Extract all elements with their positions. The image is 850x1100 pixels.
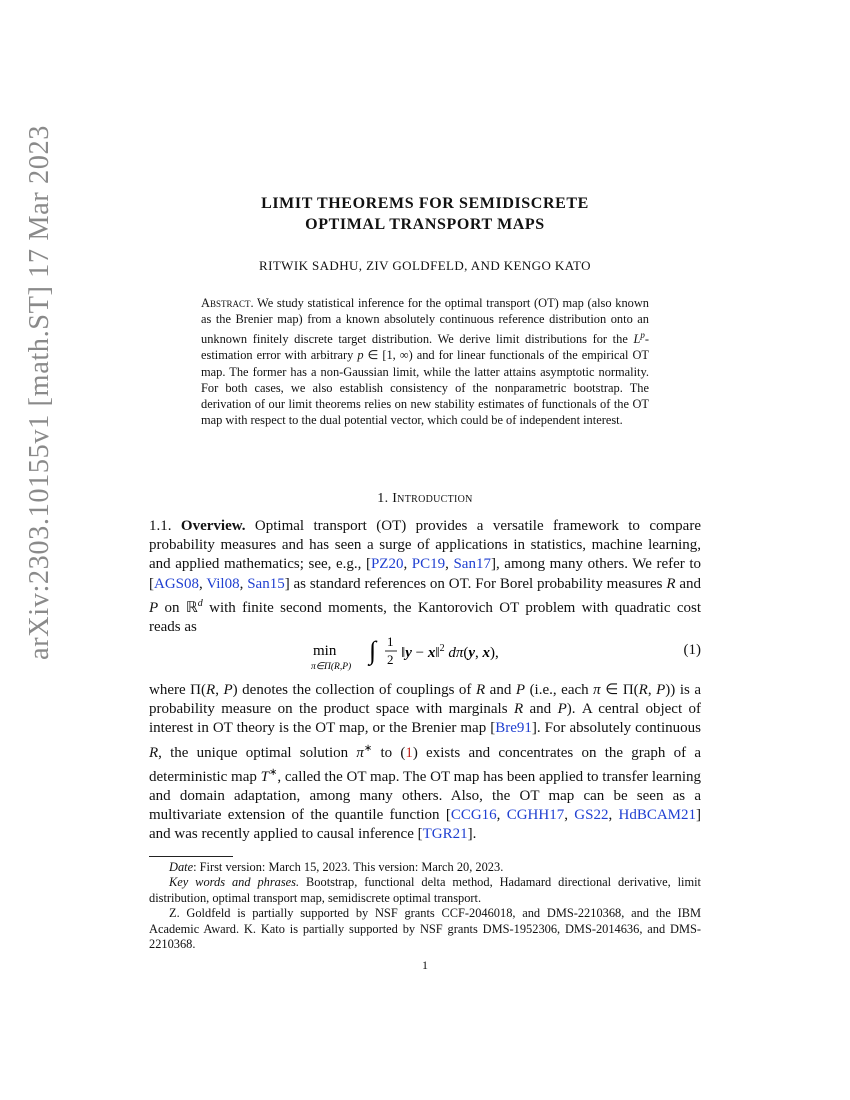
date-text: : First version: March 15, 2023. This version: March 20, 2023.: [193, 860, 504, 874]
abstract-text-3: and for linear functionals of the empirical OT map. The former has a non-Gaussian limit, while the latter attains asymptotic normality. For both cases, we also establish consistency of the nonparametric bootstrap. The derivation of our limit theorems relies on new stability estimates of functionals of the OT map with respect to the dual potential vector, which could be of independent interest.: [201, 348, 650, 427]
abstract-text-1: We study statistical inference for the optimal transport (OT) map (also known as the Brenier map) from a known absolutely continuous reference distribution onto an unknown finitely discrete target distribution. We derive limit distributions for the: [201, 296, 649, 347]
keywords-text: Bootstrap, functional delta method, Hadamard directional derivative, limit distribution, optimal transport map, semidiscrete optimal transport.: [149, 875, 701, 905]
subsection-number: 1.1.: [149, 518, 172, 534]
footnote-keywords: [149, 875, 701, 906]
page-number: 1: [422, 958, 428, 972]
para1-text-1: Optimal transport (OT) provides a versatile framework to compare probability measures and has seen a surge of applications in statistics, machine learning, and applied mathematics; see, e.g., [: [149, 518, 701, 573]
para2-text-9: ) exists and concentrates on the graph of a deterministic map: [149, 744, 701, 785]
date-label: Date: [169, 860, 194, 874]
authors: RITWIK SADHU, ZIV GOLDFELD, AND KENGO KATO: [259, 258, 591, 273]
abstract-text-2: -estimation error with arbitrary: [201, 332, 650, 363]
subsection-title: Overview.: [180, 518, 246, 534]
para2-text-3: (i.e., each: [529, 682, 589, 698]
para1-text-4: on: [164, 599, 180, 616]
equation-1: [149, 628, 701, 676]
citation-pz20[interactable]: PZ20: [370, 556, 404, 573]
footnote-funding: Z. Goldfeld is partially supported by NSF grants CCF-2046018, and DMS-2210368, and the IBM Academic Award. K. Kato is partially supported by NSF grants DMS-1952306, DMS-2014636, and DMS-2210368.: [149, 906, 701, 952]
svg-text:π∈Π(R,P): π∈Π(R,P): [311, 662, 352, 672]
para1-text-2: ], among many others. We refer to [: [149, 556, 702, 592]
para1-text-5: with finite second moments, the Kantorovich OT problem with quadratic cost reads as: [149, 599, 702, 636]
para2-text-2: denotes the collection of couplings of: [242, 682, 472, 698]
citation-ags08[interactable]: AGS08: [154, 575, 200, 592]
svg-text:‖y − x‖2 dπ(y, x),: ‖y − x‖$^2$ dπ(y, x),: [401, 643, 499, 661]
citation-gs22[interactable]: GS22: [574, 807, 609, 824]
citation-san17[interactable]: San17: [453, 556, 491, 573]
brenier-paragraph: where Π(R, P) denotes the collection of couplings of R and P (i.e., each π ∈ Π(R, P)) is a probability measure on the product space with marginals R and P). A central object of interest in OT theory is the OT map, or the Brenier map [Bre91]. For absolutely continuous R, the unique optimal solution π∗ to (1) exists and concentrates on the graph of a deterministic map T∗, called the OT map. The OT map has been applied to transfer learning and domain adaptation, among many others. Also, the OT map can be seen as a multivariate extension of the quantile function [CCG16, CGHH17, GS22, HdBCAM21] and was recently applied to causal inference [TGR21].: [149, 682, 702, 843]
svg-text:2: 2: [387, 652, 394, 667]
citation-bre91[interactable]: Bre91: [495, 720, 532, 737]
citation-cghh17[interactable]: CGHH17: [506, 807, 565, 824]
arxiv-stamp-svg: [8, 120, 58, 660]
svg-text:min: min: [313, 643, 337, 659]
para1-text-3: ] as standard references on OT. For Borel probability measures: [284, 575, 663, 592]
citation-ccg16[interactable]: CCG16: [450, 807, 497, 824]
para2-text-8: to (: [380, 744, 406, 761]
equation-formula: [311, 628, 551, 676]
citation-san15[interactable]: San15: [247, 575, 285, 592]
section-title: Introduction: [392, 491, 473, 506]
section-heading: [150, 491, 700, 507]
citation-hdbcam21[interactable]: HdBCAM21: [618, 807, 697, 824]
footnote-rule: [149, 856, 233, 857]
citation-vil08[interactable]: Vil08: [206, 575, 240, 592]
paper-title: [150, 193, 700, 235]
title-line-2: OPTIMAL TRANSPORT MAPS: [305, 216, 545, 233]
overview-paragraph: 1.1. Overview. Optimal transport (OT) provides a versatile framework to compare probability measures and has seen a surge of applications in statistics, machine learning, and applied mathematics; see, e.g., [PZ20, PC19, San17], among many others. We refer to [AGS08, Vil08, San15] as standard references on OT. For Borel probability measures R and P on ℝ$^d$ with finite second moments, the Kantorovich OT problem with quadratic cost reads as: [149, 518, 702, 636]
para2-text-12: ].: [467, 826, 477, 843]
arxiv-stamp: [8, 120, 58, 660]
title-line-1: LIMIT THEOREMS FOR SEMIDISCRETE: [261, 195, 589, 212]
equation-number: (1): [683, 642, 701, 658]
citation-tgr21[interactable]: TGR21: [422, 826, 468, 843]
equation-ref-1[interactable]: 1: [405, 744, 413, 761]
footnotes: [149, 860, 701, 952]
svg-text:1: 1: [387, 634, 394, 649]
abstract-label: Abstract.: [201, 296, 254, 310]
para2-text-7: , the unique optimal solution: [158, 744, 349, 761]
keywords-label: Key words and phrases.: [169, 875, 300, 890]
section-number: 1.: [377, 491, 389, 506]
citation-pc19[interactable]: PC19: [411, 556, 446, 573]
para2-text-5: ). A central object of interest in OT theory is the OT map, or the Brenier map [: [149, 701, 701, 737]
svg-text:∫: ∫: [369, 636, 377, 665]
para2-text-10: , called the OT map. The OT map has been applied to transfer learning and domain adaptation, among many others. Also, the OT map can be seen as a multivariate extension of the quantile function [: [149, 768, 701, 824]
para2-text-4: is a probability measure on the product space with marginals: [149, 682, 702, 718]
abstract: Abstract. We study statistical inference for the optimal transport (OT) map (also known as the Brenier map) from a known absolutely continuous reference distribution onto an unknown finitely discrete target distribution. We derive limit distributions for the $L^p$-estimation error with arbitrary p ∈ [1, ∞) and for linear functionals of the empirical OT map. The former has a non-Gaussian limit, while the latter attains asymptotic normality. For both cases, we also establish consistency of the nonparametric bootstrap. The derivation of our limit theorems relies on new stability estimates of functionals of the OT map with respect to the dual potential vector, which could be of independent interest.: [201, 296, 650, 427]
para2-text-6: ]. For absolutely continuous: [531, 720, 701, 737]
footnote-date: [149, 860, 701, 875]
arxiv-stamp-text: arXiv:2303.10155v1 [math.ST] 17 Mar 2023: [23, 120, 55, 660]
para2-text-1: where: [149, 682, 186, 698]
para2-text-11: ] and was recently applied to causal inference [: [149, 807, 702, 843]
